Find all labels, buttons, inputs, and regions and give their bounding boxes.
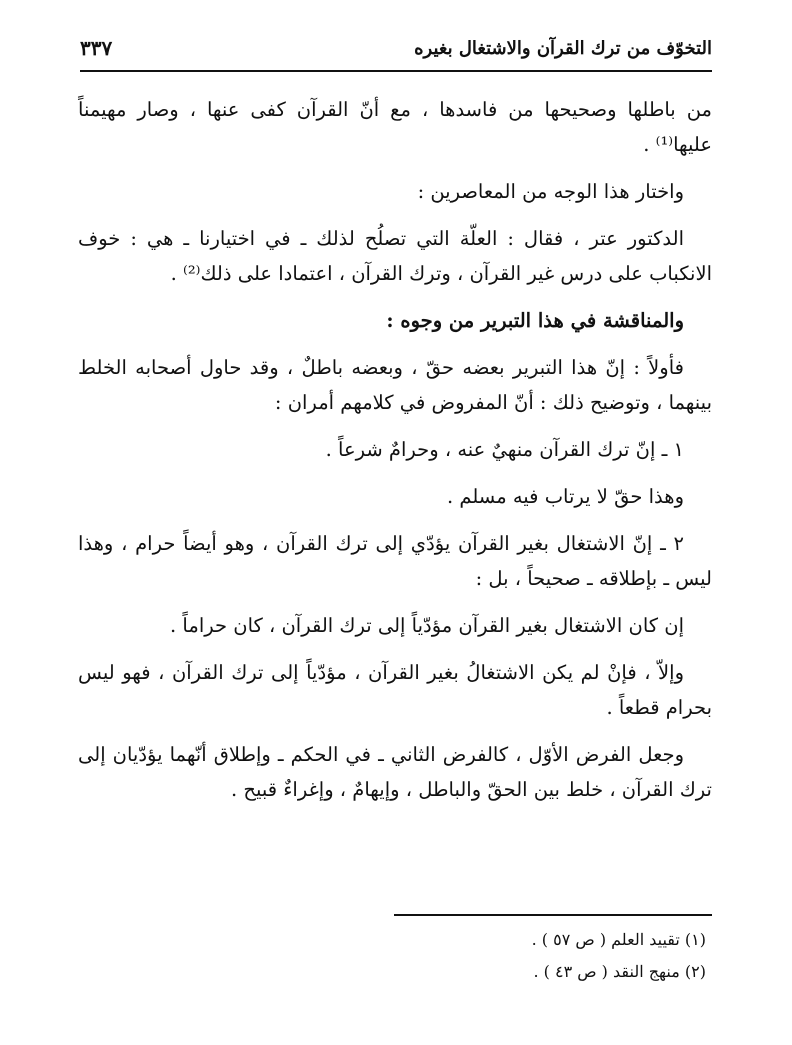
running-head-title: التخوّف من ترك القرآن والاشتغال بغيره — [414, 37, 712, 59]
running-head — [80, 30, 712, 66]
page-number: ٣٣٧ — [80, 36, 113, 60]
footnotes — [80, 924, 712, 988]
footnote-divider — [394, 914, 712, 916]
footnote: (١) تقييد العلم ( ص ٥٧ ) . — [531, 930, 706, 949]
footnote: (٢) منهج النقد ( ص ٤٣ ) . — [533, 962, 706, 981]
list-item: ١ ـ إنّ ترك القرآن منهيٌ عنه ، وحرامٌ شرعاً . — [325, 438, 684, 461]
section-heading: والمناقشة في هذا التبرير من وجوه : — [386, 309, 684, 332]
paragraph: الدكتور عتر ، فقال : العلّة التي تصلُح لذلك ـ في اختيارنا ـ هي : خوف الانكباب على درس غير القرآن ، وترك القرآن ، اعتمادا على ذلك⁽²⁾ . — [78, 227, 712, 285]
paragraph: وهذا حقّ لا يرتاب فيه مسلم . — [446, 485, 684, 508]
paragraph: إن كان الاشتغال بغير القرآن مؤدّياً إلى ترك القرآن ، كان حراماً . — [170, 614, 684, 637]
header-divider — [80, 70, 712, 72]
paragraph: وجعل الفرض الأوّل ، كالفرض الثاني ـ في الحكم ـ وإطلاق أنّهما يؤدّيان إلى ترك القرآن ، خلط بين الحقّ والباطل ، وإيهامٌ ، وإغراءٌ قبيح . — [78, 743, 712, 801]
paragraph: وإلاّ ، فإنْ لم يكن الاشتغالُ بغير القرآن ، مؤدّياً إلى ترك القرآن ، فهو ليس بحرام قطعاً . — [78, 661, 712, 719]
list-item: ٢ ـ إنّ الاشتغال بغير القرآن يؤدّي إلى ترك القرآن ، وهو أيضاً حرام ، وهذا ليس ـ بإطلاقه ـ صحيحاً ، بل : — [78, 532, 712, 590]
paragraph: فأولاً : إنّ هذا التبرير بعضه حقّ ، وبعضه باطلٌ ، وقد حاول أصحابه الخلط بينهما ، وتوضيح ذلك : أنّ المفروض في كلامهم أمران : — [78, 356, 712, 414]
paragraph: من باطلها وصحيحها من فاسدها ، مع أنّ القرآن كفى عنها ، وصار مهيمناً عليها⁽¹⁾ . — [78, 98, 712, 156]
paragraph: واختار هذا الوجه من المعاصرين : — [417, 180, 684, 203]
main-text — [78, 92, 712, 813]
